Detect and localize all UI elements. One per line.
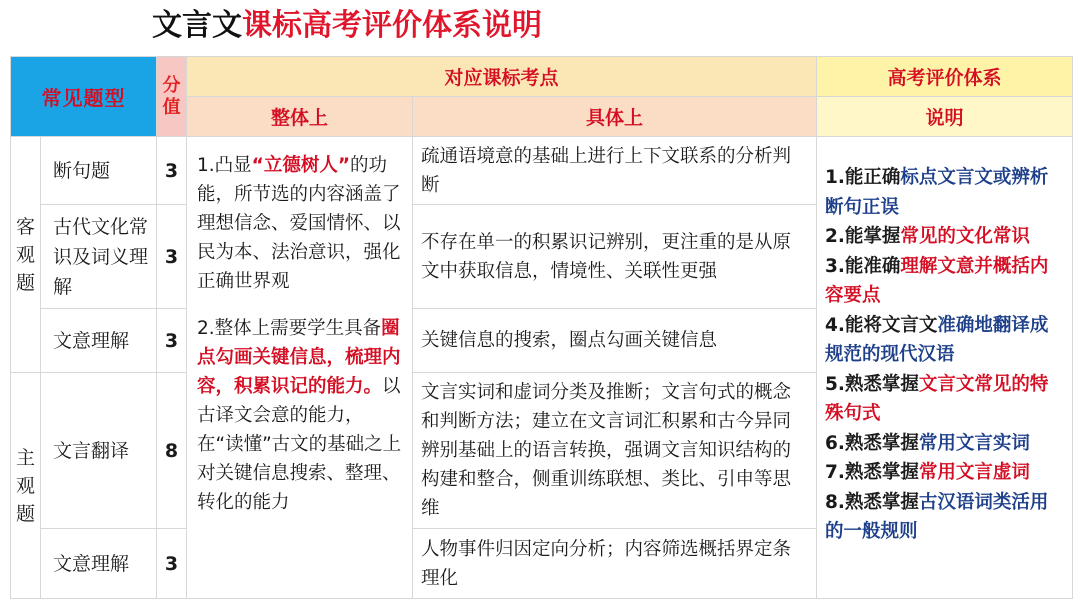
header-question-type: 常见题型 (11, 57, 157, 137)
header-evaluation: 高考评价体系 (817, 57, 1073, 97)
score-value: 3 (157, 529, 187, 599)
header-score: 分值 (157, 57, 187, 137)
header-standard: 对应课标考点 (187, 57, 817, 97)
score-value: 3 (157, 137, 187, 205)
header-explanation: 说明 (817, 97, 1073, 137)
title-plain: 文言文 (152, 8, 242, 43)
evaluation-item: 5.熟悉掌握文言文常见的特殊句式 (825, 373, 1049, 424)
specific-description: 关键信息的搜索，圈点勾画关键信息 (413, 309, 817, 373)
question-type: 古代文化常识及词义理解 (41, 205, 157, 309)
category-subjective: 主 观 题 (11, 373, 41, 599)
title-accent: 课标高考评价体系说明 (242, 8, 542, 43)
page-title (152, 4, 542, 48)
evaluation-item: 8.熟悉掌握古汉语词类活用的一般规则 (825, 491, 1049, 542)
overall-description (187, 137, 413, 599)
question-type: 文言翻译 (41, 373, 157, 529)
score-value: 3 (157, 205, 187, 309)
question-type: 文意理解 (41, 529, 157, 599)
overall-point-2: 2.整体上需要学生具备圈点勾画关键信息，梳理内容，积累识记的能力。以古译文会意的能力，在“读懂”古文的基础之上对关键信息搜索、整理、转化的能力 (197, 318, 402, 513)
table-row (11, 137, 1073, 205)
evaluation-table (10, 56, 1073, 599)
evaluation-item: 2.能掌握常见的文化常识 (825, 226, 1030, 247)
category-objective: 客 观 题 (11, 137, 41, 373)
header-overall: 整体上 (187, 97, 413, 137)
evaluation-item: 1.能正确标点文言文或辨析断句正误 (825, 167, 1049, 218)
specific-description: 疏通语境意的基础上进行上下文联系的分析判断 (413, 137, 817, 205)
evaluation-item: 4.能将文言文准确地翻译成规范的现代汉语 (825, 314, 1049, 365)
evaluation-item: 6.熟悉掌握常用文言实词 (825, 432, 1030, 454)
question-type: 文意理解 (41, 309, 157, 373)
question-type: 断句题 (41, 137, 157, 205)
score-value: 8 (157, 373, 187, 529)
specific-description: 人物事件归因定向分析；内容筛选概括界定条理化 (413, 529, 817, 599)
evaluation-list (817, 137, 1073, 599)
evaluation-item: 3.能准确理解文意并概括内容要点 (825, 255, 1049, 306)
header-specific: 具体上 (413, 97, 817, 137)
specific-description: 文言实词和虚词分类及推断；文言句式的概念和判断方法；建立在文言词汇积累和古今异同辨别基础上的语言转换，强调文言知识结构的构建和整合，侧重训练联想、类比、引申等思维 (413, 373, 817, 529)
overall-point-1: 1.凸显“立德树人”的功能，所节选的内容涵盖了理想信念、爱国情怀、以民为本、法治意识，强化正确世界观 (197, 155, 401, 292)
score-value: 3 (157, 309, 187, 373)
evaluation-item: 7.熟悉掌握常用文言虚词 (825, 462, 1030, 483)
specific-description: 不存在单一的积累识记辨别，更注重的是从原文中获取信息，情境性、关联性更强 (413, 205, 817, 309)
